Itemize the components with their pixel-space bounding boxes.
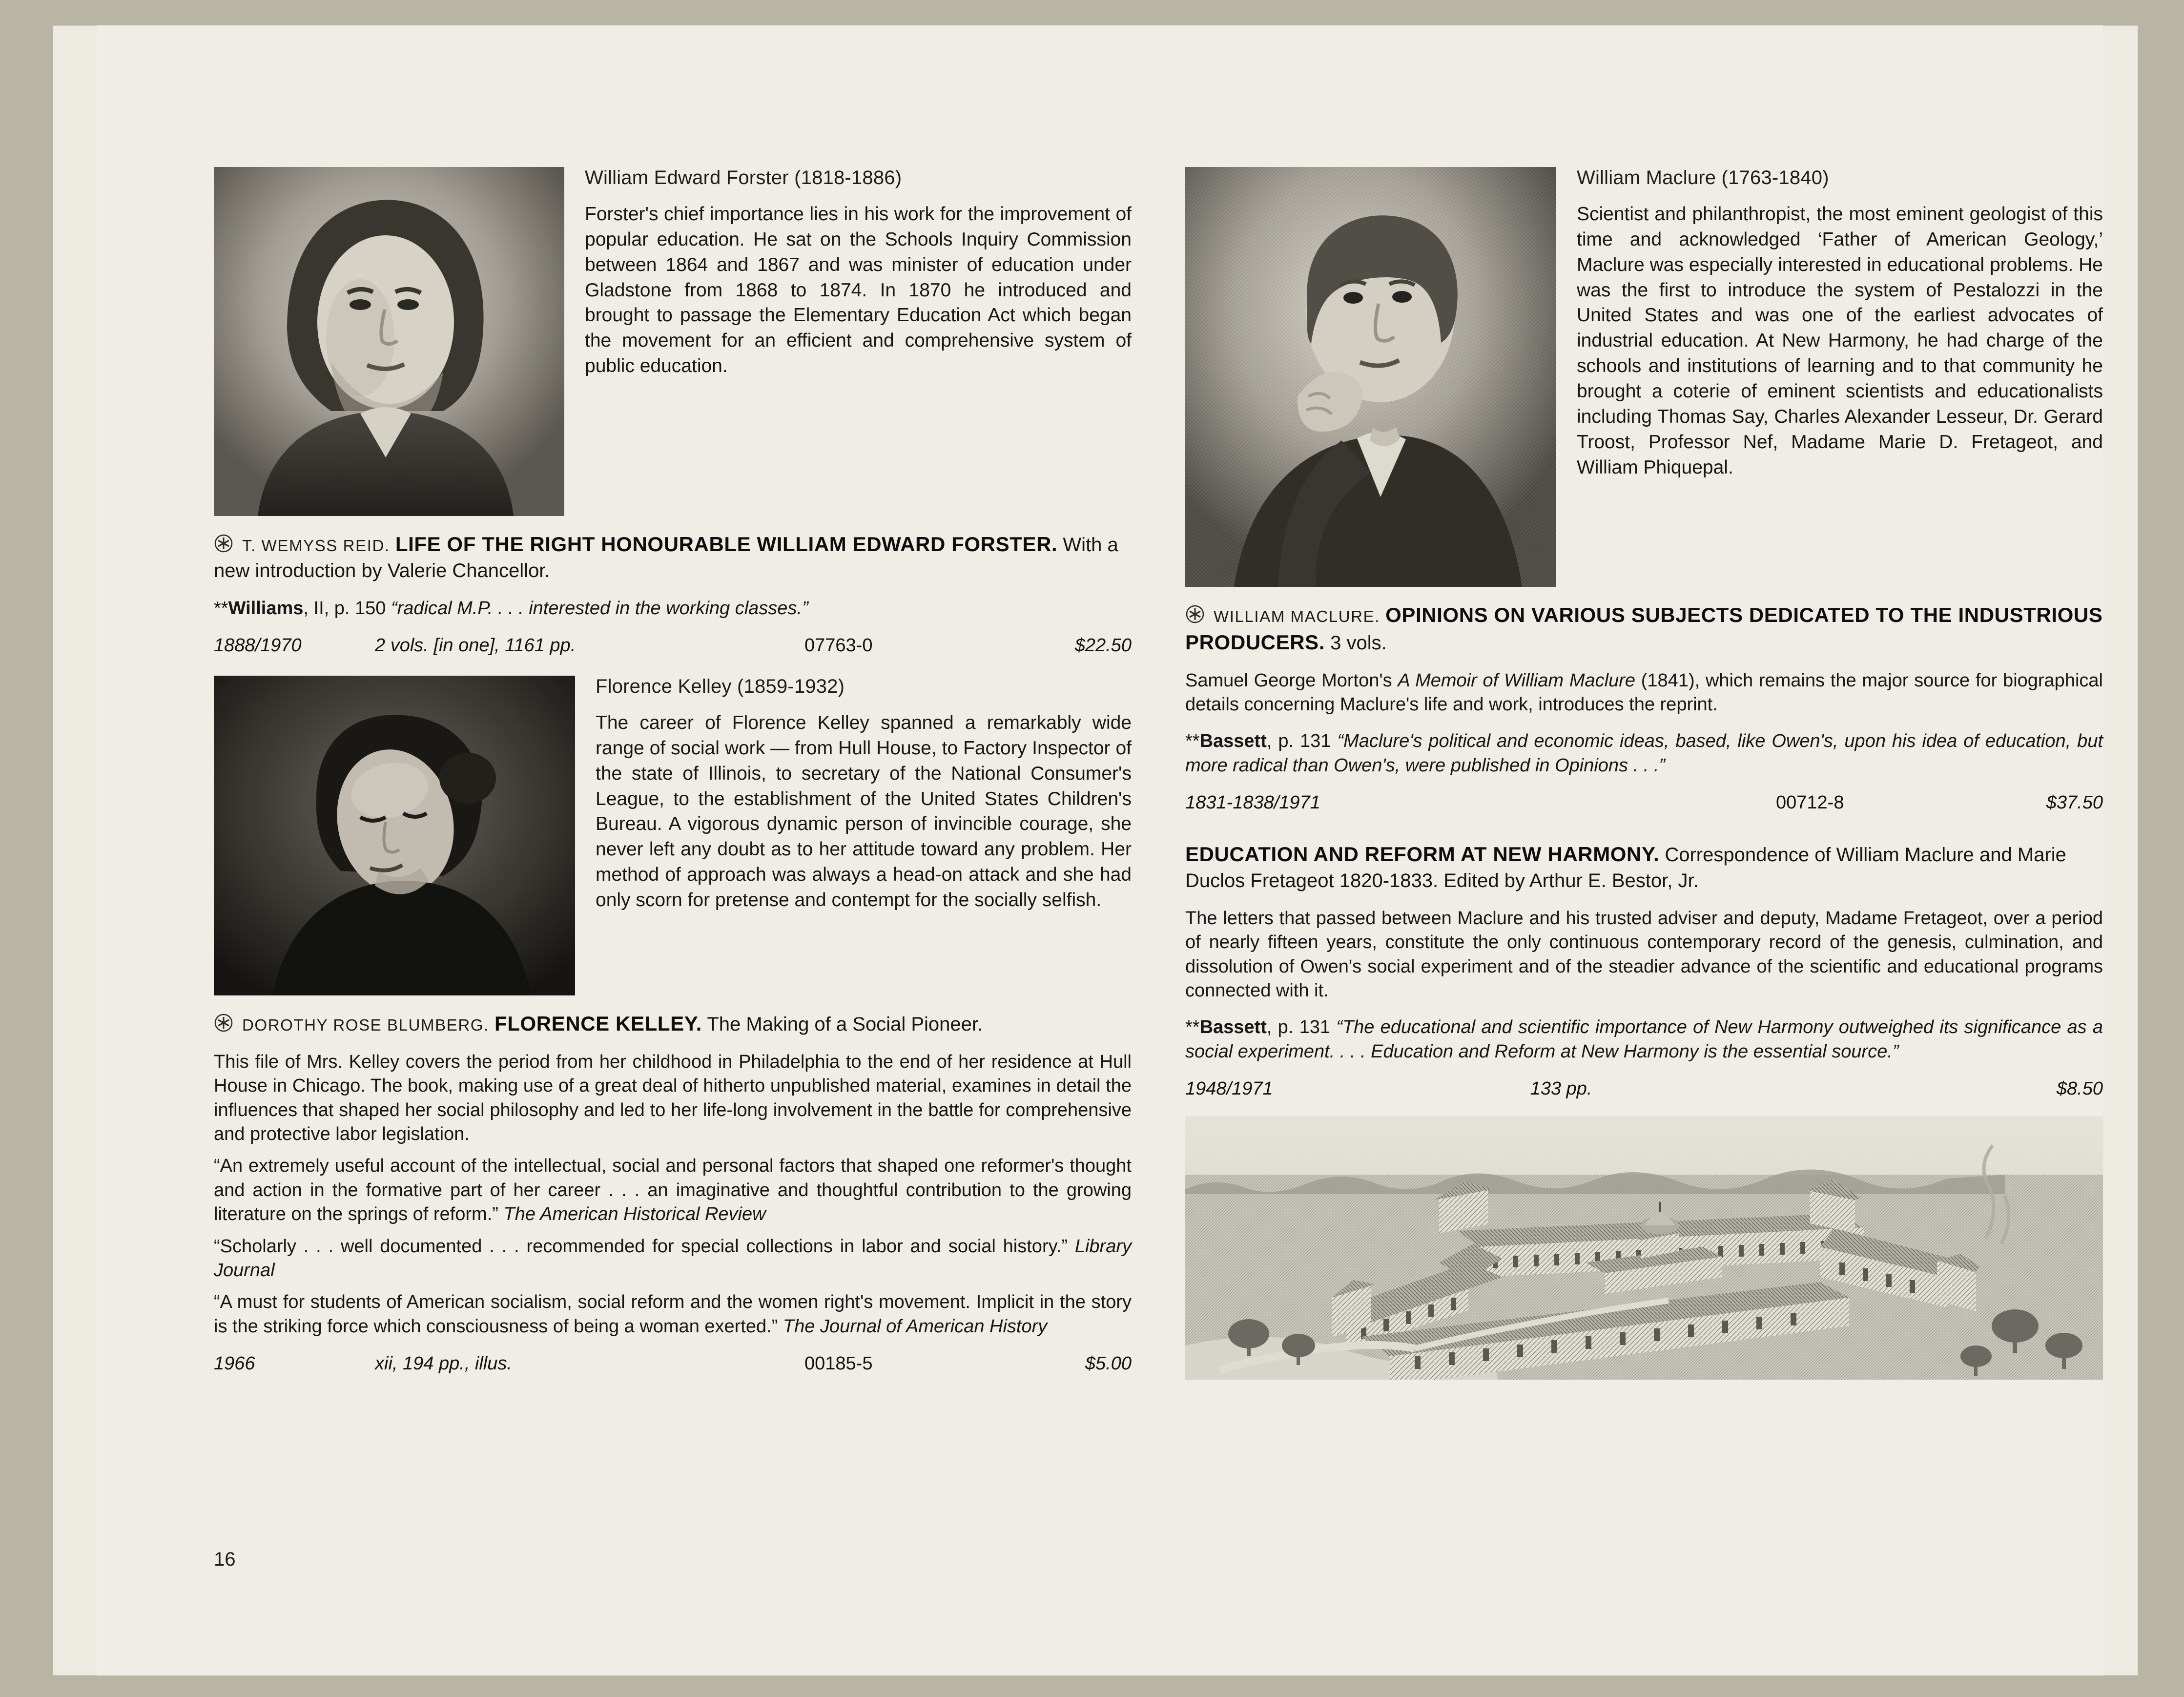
kelley-name-dates: Florence Kelley (1859-1932) — [596, 675, 845, 697]
memoir-lead: Samuel George Morton's — [1185, 670, 1398, 691]
entry-maclure-heading — [1185, 601, 2103, 656]
entry-forster-author: T. WEMYSS REID. — [242, 537, 390, 555]
entry-isbn-empty — [1776, 1078, 1981, 1099]
page-number: 16 — [214, 1549, 236, 1570]
forster-block — [214, 167, 1132, 516]
kelley-bio — [596, 676, 1132, 913]
citation-stars: ** — [1185, 731, 1200, 752]
entry-kelley-pricerow — [214, 1353, 1132, 1374]
entry-maclure-subtitle: 3 vols. — [1330, 632, 1387, 654]
entry-price: $8.50 — [2056, 1078, 2103, 1099]
entry-education-reform-citation — [1185, 1015, 2103, 1064]
page-surface — [97, 25, 2103, 1676]
entry-description: 133 pp. — [1530, 1078, 1592, 1099]
entry-price: $37.50 — [2046, 792, 2103, 813]
entry-kelley-description: This file of Mrs. Kelley covers the period from her childhood in Philadelphia to the end of her residence at Hull House in Chicago. The book, making use of a great deal of hitherto unpublished material, examines in detail the influences that shaped her social philosophy and led to her life-long involvement in the battle for comprehensive and protective labor legislation. — [214, 1051, 1132, 1144]
entry-kelley-heading — [214, 1010, 1132, 1037]
portrait-photo-william-edward-forster — [214, 167, 564, 516]
entry-maclure-pricerow — [1185, 792, 2103, 813]
entry-education-reform-title: EDUCATION AND REFORM AT NEW HARMONY. — [1185, 843, 1660, 866]
entry-forster-heading — [214, 531, 1132, 584]
review-3-text: “A must for students of American socialism, social reform and the women right's movement. Implicit in the story is the striking force which consciousness of being a woman exerted.” — [214, 1292, 1132, 1337]
entry-kelley-review-3 — [214, 1290, 1132, 1339]
memoir-title: A Memoir of William Maclure — [1398, 670, 1635, 691]
entry-kelley — [214, 1010, 1132, 1374]
entry-price: $22.50 — [1074, 635, 1132, 656]
entry-description-short: xii, 194 pp., illus. — [375, 1353, 512, 1374]
entry-maclure-description — [1185, 669, 2103, 717]
citation-stars: ** — [1185, 1017, 1200, 1038]
maclure-block — [1185, 167, 2103, 587]
portrait-photo-florence-kelley — [214, 676, 575, 995]
entry-maclure-opinions — [1185, 601, 2103, 813]
entry-date: 1888/1970 — [214, 635, 302, 656]
entry-description — [1439, 792, 1776, 813]
citation-source: Bassett — [1199, 1017, 1267, 1038]
entry-forster — [214, 531, 1132, 656]
review-3-source: The Journal of American History — [783, 1316, 1048, 1337]
entry-price: $5.00 — [1085, 1353, 1132, 1374]
citation-quote: “Maclure's political and economic ideas, based, like Owen's, upon his idea of education, but more radical than Owen's, were published in Opinions . . .” — [1185, 731, 2103, 776]
memoir-tail: (1841), which remains the major source for biographical details concerning Maclure's life and work, introduces the reprint. — [1185, 670, 2103, 715]
maclure-name-dates: William Maclure (1763-1840) — [1577, 167, 1829, 188]
entry-description: 2 vols. [in one], 1161 pp. — [375, 635, 576, 656]
scanned-page-sheet — [53, 25, 2138, 1676]
entry-date: 1948/1971 — [1185, 1078, 1273, 1099]
asterisk-bullet-icon — [214, 534, 233, 553]
entry-education-reform-heading — [1185, 841, 2103, 894]
left-column — [214, 167, 1132, 1374]
citation-locator: , p. 131 — [1266, 1017, 1337, 1038]
entry-maclure-citation — [1185, 729, 2103, 778]
entry-kelley-review-1 — [214, 1154, 1132, 1226]
entry-kelley-title: FLORENCE KELLEY. — [494, 1012, 702, 1035]
review-1-source: The American Historical Review — [503, 1204, 766, 1225]
forster-name-dates: William Edward Forster (1818-1886) — [585, 167, 902, 188]
entry-kelley-author: DOROTHY ROSE BLUMBERG. — [242, 1015, 489, 1034]
citation-locator: , II, p. 150 — [303, 598, 391, 619]
entry-isbn: 07763-0 — [804, 635, 873, 656]
entry-kelley-subtitle: The Making of a Social Pioneer. — [707, 1013, 983, 1035]
entry-education-reform-description: The letters that passed between Maclure and his trusted adviser and deputy, Madame Fretageot, over a period of nearly fifteen years, constitute the only continuous contemporary record of the genesis, culmination, and dissolution of Owen's social experiment and of the steadier advance of the scientific and educational programs connected with it. — [1185, 908, 2103, 1001]
portrait-engraving-william-maclure — [1185, 167, 1556, 587]
kelley-bio-text: The career of Florence Kelley spanned a remarkably wide range of social work — from Hull House, to Factory Inspector of the state of Illinois, to secretary of the National Consumer's League, to the establishment of the United States Children's Bureau. A vigorous dynamic person of invincible courage, she never left any doubt as to her attitude toward any problem. Her method of approach was always a head-on attack and she had only scorn for pretense and contempt for the socially selfish. — [596, 712, 1132, 911]
entry-education-reform — [1185, 841, 2103, 1099]
entry-maclure-author: WILLIAM MACLURE. — [1214, 607, 1380, 625]
entry-education-reform-subtitle: Correspondence of William Maclure and Marie Duclos Fretageot 1820-1833. Edited by Arthur E. Bestor, Jr. — [1185, 844, 2066, 891]
citation-source: Williams — [228, 598, 304, 619]
entry-forster-citation — [214, 597, 1132, 621]
entry-maclure-title: OPINIONS ON VARIOUS SUBJECTS DEDICATED TO THE INDUSTRIOUS PRODUCERS. — [1185, 603, 2103, 654]
citation-stars: ** — [214, 598, 228, 619]
citation-quote: “The educational and scientific importance of New Harmony outweighed its significance as a social experiment. . . . Education and Reform at New Harmony is the essential source.” — [1185, 1017, 2103, 1062]
engraving-new-harmony-community-aerial-view — [1185, 1116, 2103, 1380]
forster-bio — [585, 167, 1132, 379]
entry-isbn: 00712-8 — [1776, 792, 1844, 813]
review-2-source: Library Journal — [214, 1236, 1132, 1281]
entry-forster-title: LIFE OF THE RIGHT HONOURABLE WILLIAM EDWARD FORSTER. — [395, 533, 1058, 556]
maclure-bio-text: Scientist and philanthropist, the most eminent geologist of this time and acknowledged ‘Father of American Geology,’ Maclure was especially interested in educational problems. He was the first to introduce the system of Pestalozzi in the United States and was one of the earliest advocates of industrial education. At New Harmony, he had charge of the schools and institutions of learning and to that community he brought a coterie of eminent scientists and educationalists including Thomas Say, Charles Alexander Lesseur, Dr. Gerard Troost, Professor Nef, Madame Marie D. Fretageot, and William Phiquepal. — [1577, 204, 2103, 478]
entry-isbn: 00185-5 — [804, 1353, 873, 1374]
entry-forster-subtitle: With a new introduction by Valerie Chancellor. — [214, 534, 1118, 581]
asterisk-bullet-icon — [214, 1013, 233, 1033]
citation-locator: , p. 131 — [1266, 731, 1338, 752]
entry-date: 1966 — [214, 1353, 255, 1374]
entry-date: 1831-1838/1971 — [1185, 792, 1320, 813]
citation-quote: “radical M.P. . . . interested in the working classes.” — [391, 598, 808, 619]
asterisk-bullet-icon — [1185, 604, 1205, 624]
forster-bio-text: Forster's chief importance lies in his work for the improvement of popular education. He sat on the Schools Inquiry Commission between 1864 and 1867 and was minister of education under Gladstone from 1868 to 1874. In 1870 he introduced and brought to passage the Elementary Education Act which began the movement for an efficient and comprehensive system of public education. — [585, 204, 1132, 377]
entry-kelley-review-2 — [214, 1235, 1132, 1283]
entry-forster-pricerow — [214, 635, 1132, 656]
right-column — [1185, 167, 2103, 1380]
entry-education-reform-pricerow — [1185, 1078, 2103, 1099]
maclure-bio — [1577, 167, 2103, 480]
review-2-text: “Scholarly . . . well documented . . . recommended for special collections in labor and social history.” — [214, 1236, 1068, 1257]
citation-source: Bassett — [1199, 731, 1267, 752]
kelley-block — [214, 676, 1132, 995]
review-1-text: “An extremely useful account of the intellectual, social and personal factors that shaped one reformer's thought and action in the formative part of her career . . . an imaginative and thoughtful contribution to the growing literature on the springs of reform.” — [214, 1156, 1132, 1225]
